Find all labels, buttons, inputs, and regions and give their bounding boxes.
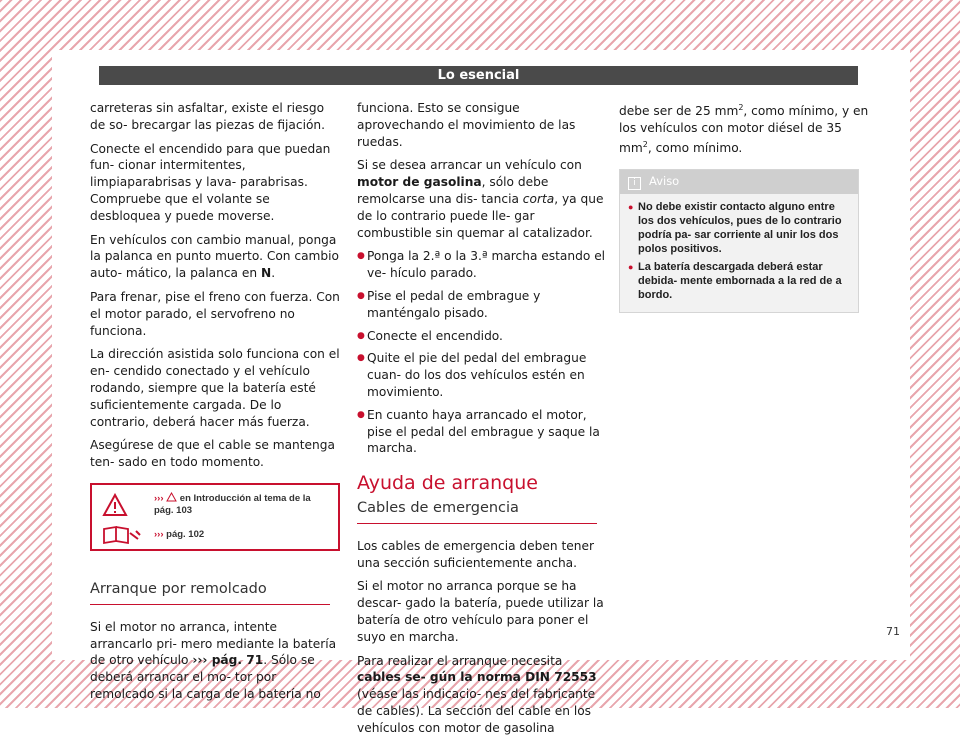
- column-1: [90, 100, 340, 710]
- warning-link[interactable]: ››› en Introducción al tema de la pág. 103: [154, 492, 311, 516]
- book-wrench-icon: [102, 525, 142, 545]
- paragraph: Conecte el encendido para que puedan fun- cionar intermitentes, limpiaparabrisas y lava- parabrisas. Compruebe que el volante se desbloquea y puede moverse.: [90, 141, 331, 223]
- aviso-body: [620, 194, 858, 312]
- paragraph: carreteras sin asfaltar, existe el riesgo de so- brecargar las piezas de fijación.: [90, 101, 326, 132]
- column-2: [357, 100, 607, 744]
- paragraph: En vehículos con cambio manual, ponga la palanca en punto muerto. Con cambio auto- mático, la palanca en N.: [90, 232, 340, 281]
- page-number: 71: [886, 625, 900, 638]
- list-item: ● Ponga la 2.ª o la 3.ª marcha estando el ve- hículo parado.: [357, 248, 607, 282]
- column-3: [619, 100, 869, 313]
- paragraph: La dirección asistida solo funciona con el en- cendido conectado y el vehículo rodando, siempre que la batería esté suficientemente cargada. De lo contrario, deberá hacer más fuerza.: [90, 347, 340, 429]
- aviso-header: i Aviso: [620, 170, 858, 194]
- list-item: ● En cuanto haya arrancado el motor, pise el pedal del embrague y saque la marcha.: [357, 407, 607, 457]
- subheading-remolcado: Arranque por remolcado: [90, 581, 330, 605]
- paragraph: Para realizar el arranque necesita cables se- gún la norma DIN 72553 (véase las indicacio- nes del fabricante de cables). La sección del cable en los vehículos con motor de gasolina: [357, 653, 597, 735]
- list-item: ● Pise el pedal de embrague y manténgalo pisado.: [357, 288, 607, 322]
- paragraph: Asegúrese de que el cable se mantenga ten- sado en todo momento.: [90, 438, 335, 470]
- paragraph: debe ser de 25 $mm^2$, como mínimo, y en los vehículos con motor diésel de 35 $mm^2$, como mínimo.: [619, 103, 869, 155]
- small-warning-icon: [166, 492, 177, 502]
- paragraph: Para frenar, pise el freno con fuerza. Con el motor parado, el servofreno no funciona.: [90, 289, 340, 338]
- paragraph: Si el motor no arranca, intente arrancarlo pri- mero mediante la batería de otro vehículo ››› pág. 71. Sólo se deberá arrancar el mo- tor por remolcado si la carga de la batería no: [90, 619, 337, 701]
- list-item: ● No debe existir contacto alguno entre los dos vehículos, pues de lo contrario podría pa- sar corriente al unir los dos polos positivos.: [628, 200, 850, 256]
- list-item: ● Conecte el encendido.: [357, 328, 607, 345]
- aviso-box: [619, 169, 859, 313]
- warning-triangle-icon: [102, 493, 128, 517]
- page-header: Lo esencial: [99, 66, 858, 85]
- paragraph: Si se desea arrancar un vehículo con motor de gasolina, sólo debe remolcarse una dis- tancia corta, ya que de lo contrario puede lle- gar combustible sin quemar al catalizador.: [357, 158, 604, 240]
- section-title: Ayuda de arranque: [357, 472, 538, 495]
- page: [52, 50, 910, 735]
- paragraph: Si el motor no arranca porque se ha descar- gado la batería, puede utilizar la batería de otro vehículo para poner el suyo en marcha.: [357, 579, 604, 644]
- page-link[interactable]: ››› pág. 71: [192, 653, 264, 668]
- info-icon: i: [628, 177, 641, 190]
- book-link[interactable]: ››› pág. 102: [154, 528, 205, 540]
- list-item: ● Quite el pie del pedal del embrague cuan- do los dos vehículos estén en movimiento.: [357, 350, 607, 400]
- warning-reference-box: [90, 483, 340, 551]
- paragraph: Los cables de emergencia deben tener una sección suficientemente ancha.: [357, 538, 595, 570]
- subheading-cables: Cables de emergencia: [357, 500, 597, 524]
- paragraph: funciona. Esto se consigue aprovechando el movimiento de las ruedas.: [357, 101, 576, 149]
- list-item: ● La batería descargada deberá estar debida- mente embornada a la red de a bordo.: [628, 260, 850, 302]
